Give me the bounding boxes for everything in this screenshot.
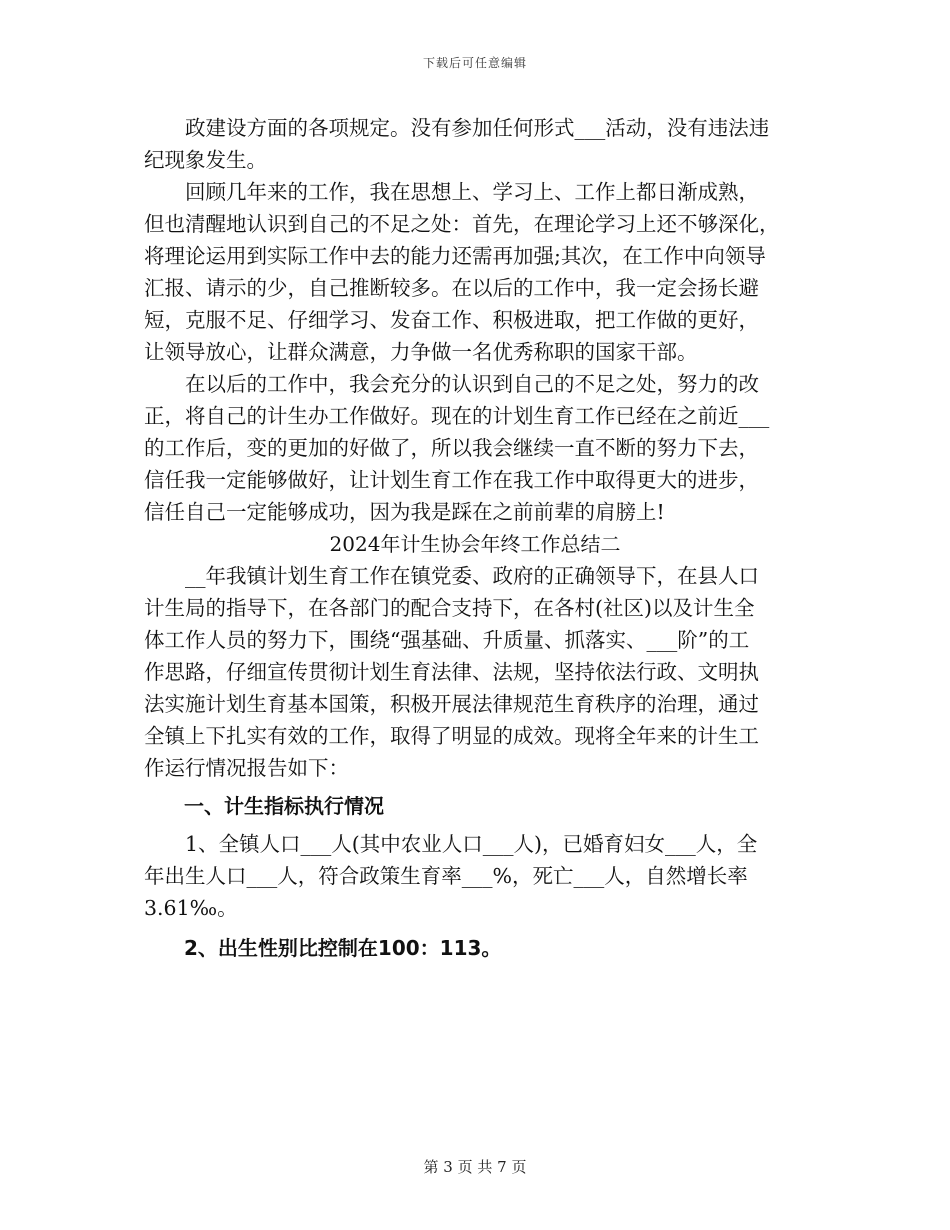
- paragraph-line: 计生局的指导下，在各部门的配合支持下，在各村(社区)以及计生全: [144, 596, 755, 620]
- section-title: 2024年计生协会年终工作总结二: [329, 532, 621, 556]
- paragraph-line: 正，将自己的计生办工作做好。现在的计划生育工作已经在之前近___: [144, 404, 770, 428]
- paragraph-line: 法实施计划生育基本国策，积极开展法律规范生育秩序的治理，通过: [144, 692, 759, 716]
- paragraph-line: 短，克服不足、仔细学习、发奋工作、积极进取，把工作做的更好，: [144, 308, 759, 332]
- paragraph-line: 体工作人员的努力下，围绕“强基础、升质量、抓落实、___阶”的工: [144, 628, 750, 652]
- document-body: [144, 112, 806, 964]
- paragraph-line: 作运行情况报告如下：: [144, 756, 349, 780]
- paragraph-line: 3.61‰。: [144, 896, 238, 920]
- page-header: 下载后可任意编辑: [422, 56, 527, 70]
- subheading: 2、出生性别比控制在100：113。: [144, 936, 502, 960]
- paragraph-line: 的工作后，变的更加的好做了，所以我会继续一直不断的努力下去，: [144, 436, 759, 460]
- paragraph-line: 回顾几年来的工作，我在思想上、学习上、工作上都日渐成熟，: [144, 180, 759, 204]
- paragraph-line: 但也清醒地认识到自己的不足之处：首先，在理论学习上还不够深化，: [144, 212, 780, 236]
- paragraph-line: __年我镇计划生育工作在镇党委、政府的正确领导下，在县人口: [144, 564, 759, 588]
- paragraph-line: 让领导放心，让群众满意，力争做一名优秀称职的国家干部。: [144, 340, 698, 364]
- paragraph-line: 汇报、请示的少，自己推断较多。在以后的工作中，我一定会扬长避: [144, 276, 759, 300]
- paragraph-line: 年出生人口___人，符合政策生育率___%，死亡___人，自然增长率: [144, 864, 748, 888]
- paragraph-line: 信任自己一定能够成功，因为我是踩在之前前辈的肩膀上!: [144, 500, 665, 524]
- paragraph-line: 在以后的工作中，我会充分的认识到自己的不足之处，努力的改: [144, 372, 759, 396]
- page-number: 第 3 页 共 7 页: [423, 1158, 527, 1176]
- paragraph-line: 政建设方面的各项规定。没有参加任何形式___活动，没有违法违: [144, 116, 770, 140]
- paragraph-line: 1、全镇人口___人(其中农业人口___人)，已婚育妇女___人，全: [144, 832, 758, 856]
- paragraph-line: 纪现象发生。: [144, 148, 267, 172]
- paragraph-line: 全镇上下扎实有效的工作，取得了明显的成效。现将全年来的计生工: [144, 724, 759, 748]
- paragraph-line: 信任我一定能够做好，让计划生育工作在我工作中取得更大的进步，: [144, 468, 759, 492]
- paragraph-line: 将理论运用到实际工作中去的能力还需再加强;其次，在工作中向领导: [144, 244, 766, 268]
- paragraph-line: 作思路，仔细宣传贯彻计划生育法律、法规，坚持依法行政、文明执: [144, 660, 759, 684]
- subheading: 一、计生指标执行情况: [144, 794, 384, 818]
